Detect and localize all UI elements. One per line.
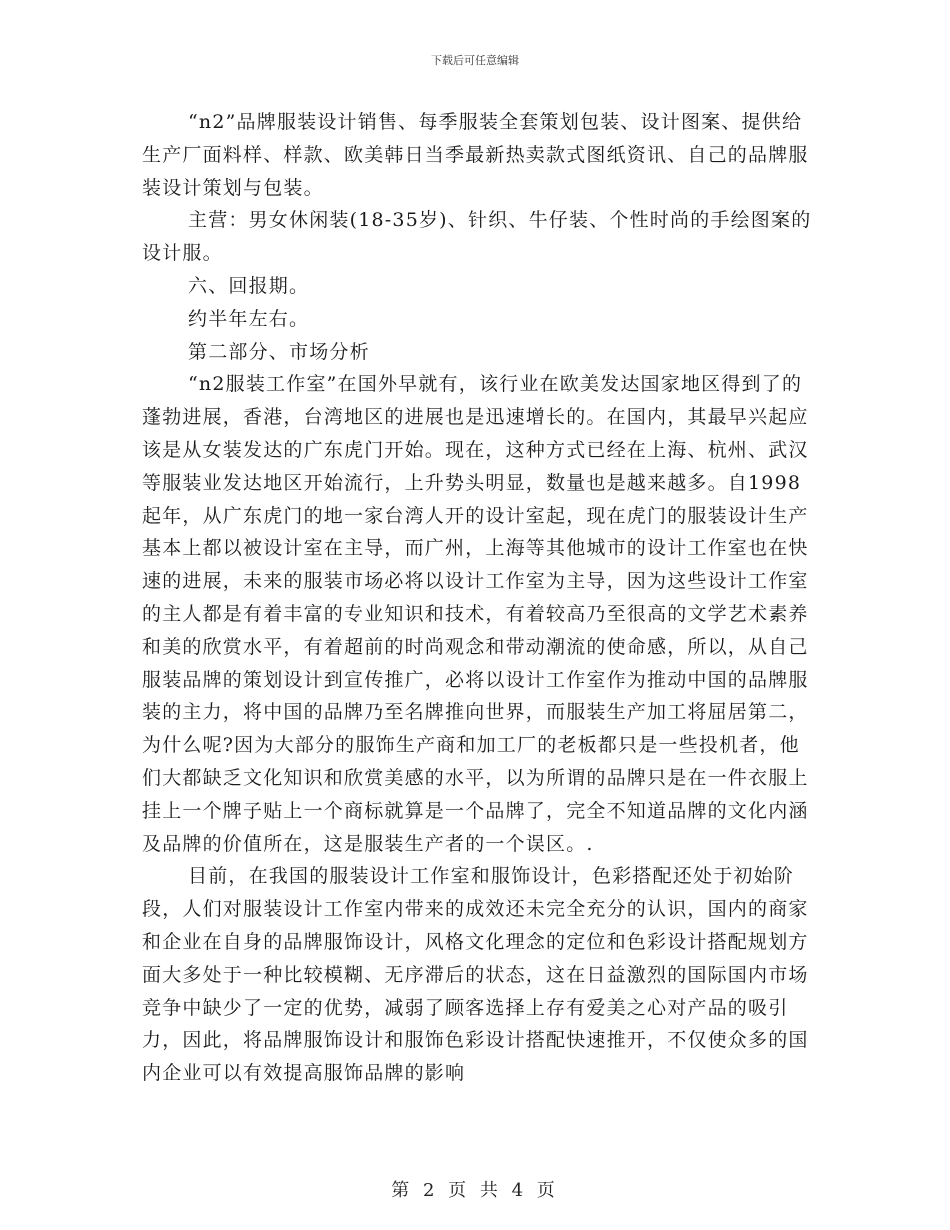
paragraph-current-status: 目前，在我国的服装设计工作室和服饰设计，色彩搭配还处于初始阶段，人们对服装设计工作室内带来的成效还未完全充分的认识，国内的商家和企业在自身的品牌服饰设计，风格文化理念的定位和色彩设计搭配规划方面大多处于一种比较模糊、无序滞后的状态，这在日益激烈的国际国内市场竞争中缺少了一定的优势，减弱了顾客选择上存有爱美之心对产品的吸引力，因此，将品牌服饰设计和服饰色彩设计搭配快速推开，不仅使众多的国内企业可以有效提高服饰品牌的影响	[142, 865, 809, 1085]
heading-market-analysis: 第二部分、市场分析	[188, 340, 370, 363]
page-header: 下载后可任意编辑	[431, 54, 519, 67]
paragraph-main-business: 主营：男女休闲装(18-35岁)、针织、牛仔装、个性时尚的手绘图案的设计服。	[142, 209, 812, 265]
paragraph-payback-duration: 约半年左右。	[188, 307, 310, 330]
paragraph-market-history: “n2服装工作室”在国外早就有，该行业在欧美发达国家地区得到了的蓬勃进展，香港，台湾地区的进展也是迅速增长的。在国内，其最早兴起应该是从女装发达的广东虎门开始。现在，这种方式已经在上海、杭州、武汉等服装业发达地区开始流行，上升势头明显，数量也是越来越多。自1998起年，从广东虎门的地一家台湾人开的设计室起，现在虎门的服装设计生产基本上都以被设计室在主导，而广州，上海等其他城市的设计工作室也在快速的进展，未来的服装市场必将以设计工作室为主导，因为这些设计工作室的主人都是有着丰富的专业知识和技术，有着较高乃至很高的文学艺术素养和美的欣赏水平，有着超前的时尚观念和带动潮流的使命感，所以，从自己服装品牌的策划设计到宣传推广，必将以设计工作室作为推动中国的品牌服装的主力，将中国的品牌乃至名牌推向世界，而服装生产加工将屈居第二，为什么呢?因为大部分的服饰生产商和加工厂的老板都只是一些投机者，他们大都缺乏文化知识和欣赏美感的水平，以为所谓的品牌只是在一件衣服上挂上一个牌子贴上一个商标就算是一个品牌了，完全不知道品牌的文化内涵及品牌的价值所在，这是服装生产者的一个误区。.	[142, 373, 809, 855]
paragraph-brand-services: “n2”品牌服装设计销售、每季服装全套策划包装、设计图案、提供给生产厂面料样、样款、欧美韩日当季最新热卖款式图纸资讯、自己的品牌服装设计策划与包装。	[142, 111, 809, 199]
document-body	[142, 106, 812, 1090]
page-footer: 第 2 页 共 4 页	[391, 1180, 559, 1201]
heading-payback-period: 六、回报期。	[188, 274, 310, 297]
